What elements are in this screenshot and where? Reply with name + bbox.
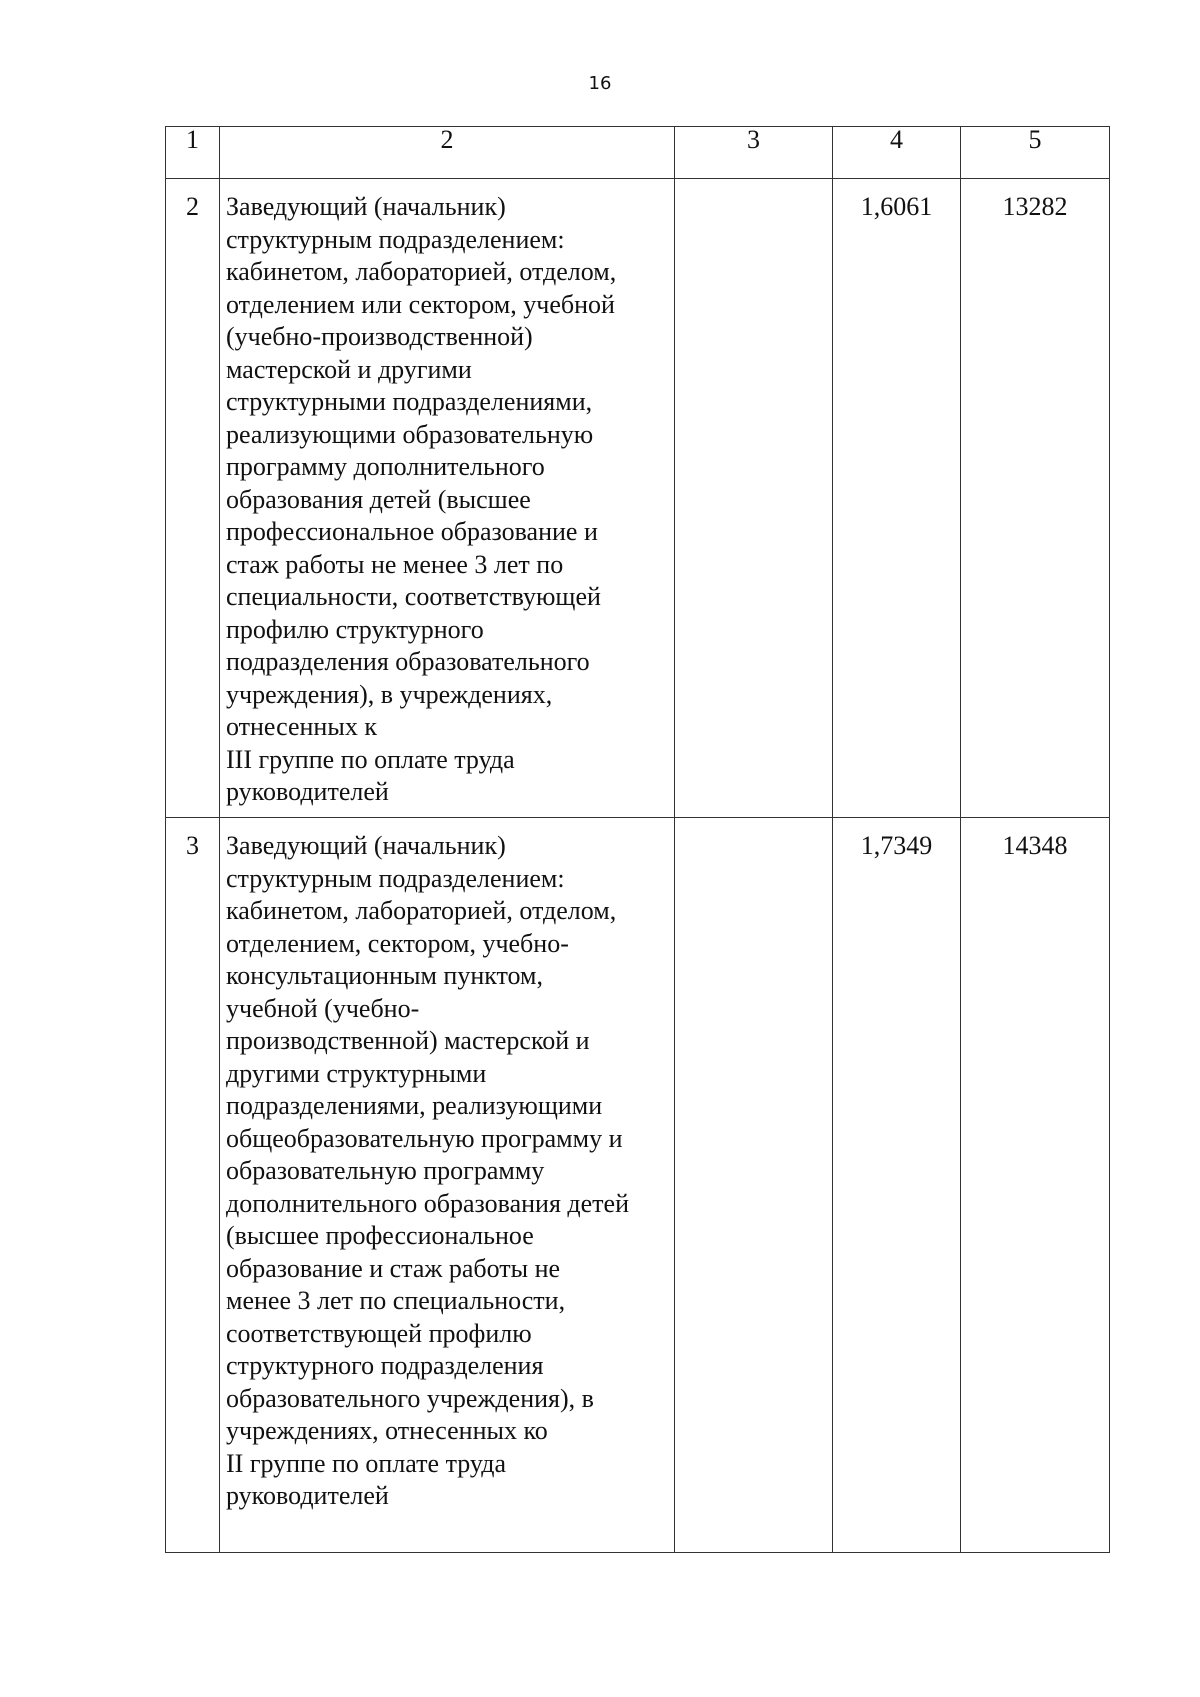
header-cell-1: 1 (166, 127, 220, 179)
header-cell-3: 3 (675, 127, 833, 179)
row-number-cell: 3 (166, 818, 220, 1553)
table-header-row (166, 127, 1110, 179)
position-description-cell: Заведующий (начальник) структурным подразделением: кабинетом, лабораторией, отделом, отделением, сектором, учебно- консультационным пунктом, учебной (учебно- производственной) мастерской и другими структурными подразделениями, реализующими общеобразовательную программу и образовательную программу дополнительного образования детей (высшее профессиональное образование и стаж работы не менее 3 лет по специальности, соответствующей профилю структурного подразделения образовательного учреждения), в учреждениях, отнесенных ко II группе по оплате труда руководителей (220, 818, 675, 1553)
coefficient-cell: 1,7349 (833, 818, 961, 1553)
coefficient-cell: 1,6061 (833, 179, 961, 818)
table-row (166, 818, 1110, 1553)
header-cell-2: 2 (220, 127, 675, 179)
table-row (166, 179, 1110, 818)
column-3-cell (675, 179, 833, 818)
header-cell-5: 5 (961, 127, 1110, 179)
amount-cell: 13282 (961, 179, 1110, 818)
row-number-cell: 2 (166, 179, 220, 818)
position-description-cell: Заведующий (начальник) структурным подразделением: кабинетом, лабораторией, отделом, отделением или сектором, учебной (учебно-производственной) мастерской и другими структурными подразделениями, реализующими образовательную программу дополнительного образования детей (высшее профессиональное образование и стаж работы не менее 3 лет по специальности, соответствующей профилю структурного подразделения образовательного учреждения), в учреждениях, отнесенных к III группе по оплате труда руководителей (220, 179, 675, 818)
header-cell-4: 4 (833, 127, 961, 179)
column-3-cell (675, 818, 833, 1553)
page-number: 16 (588, 73, 612, 94)
amount-cell: 14348 (961, 818, 1110, 1553)
salary-table (165, 126, 1110, 1553)
